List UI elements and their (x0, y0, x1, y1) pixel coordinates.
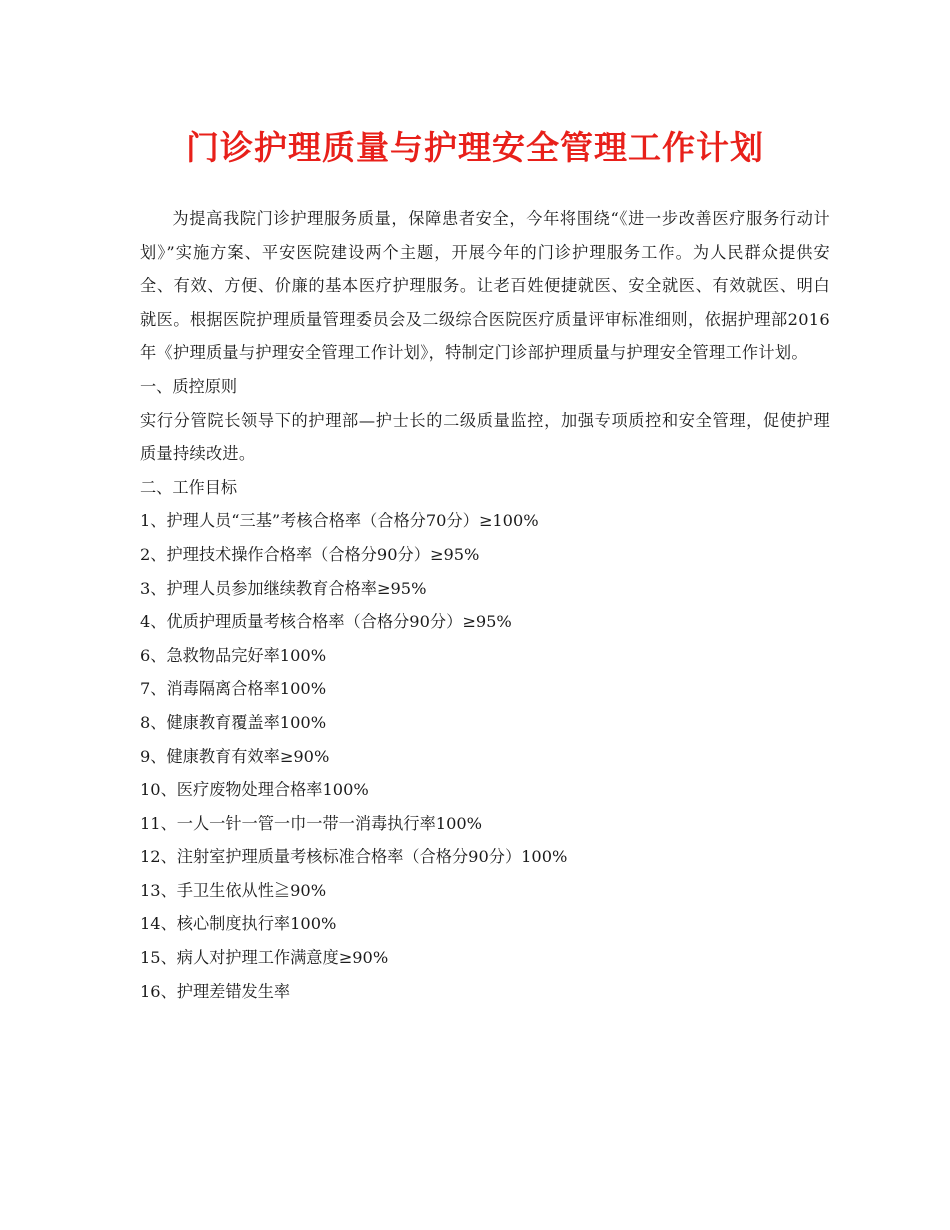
document-title: 门诊护理质量与护理安全管理工作计划 (186, 128, 764, 167)
intro-paragraph: 为提高我院门诊护理服务质量，保障患者安全，今年将围绕“《进一步改善医疗服务行动计划》”实施方案、平安医院建设两个主题，开展今年的门诊护理服务工作。为人民群众提供安全、有效、方便、价廉的基本医疗护理服务。让老百姓便捷就医、安全就医、有效就医、明白就医。根据医院护理质量管理委员会及二级综合医院医疗质量评审标准细则，依据护理部2016年《护理质量与护理安全管理工作计划》，特制定门诊部护理质量与护理安全管理工作计划。 (140, 209, 830, 363)
list-item: 7、消毒隔离合格率100% (140, 679, 327, 699)
section-heading-work-goals: 二、工作目标 (140, 477, 238, 497)
list-item: 9、健康教育有效率≥90% (140, 746, 330, 766)
list-item: 8、健康教育覆盖率100% (140, 712, 327, 732)
work-goals-list (140, 504, 830, 1008)
list-item: 1、护理人员“三基”考核合格率（合格分70分）≥100% (140, 511, 539, 531)
list-item: 2、护理技术操作合格率（合格分90分）≥95% (140, 544, 480, 564)
list-item: 15、病人对护理工作满意度≥90% (140, 948, 389, 968)
section-heading-quality-principle: 一、质控原则 (140, 376, 238, 396)
list-item: 13、手卫生依从性≧90% (140, 880, 327, 900)
list-item: 4、优质护理质量考核合格率（合格分90分）≥95% (140, 612, 512, 632)
list-item: 12、注射室护理质量考核标准合格率（合格分90分）100% (140, 847, 568, 867)
list-item: 6、急救物品完好率100% (140, 645, 327, 665)
list-item: 3、护理人员参加继续教育合格率≥95% (140, 578, 427, 598)
list-item: 14、核心制度执行率100% (140, 914, 337, 934)
list-item: 16、护理差错发生率 (140, 981, 291, 1001)
document-body (140, 202, 830, 1008)
list-item: 10、医疗废物处理合格率100% (140, 780, 369, 800)
list-item: 11、一人一针一管一巾一带一消毒执行率100% (140, 813, 483, 833)
quality-principle-paragraph: 实行分管院长领导下的护理部—护士长的二级质量监控，加强专项质控和安全管理，促使护理质量持续改进。 (140, 410, 830, 464)
